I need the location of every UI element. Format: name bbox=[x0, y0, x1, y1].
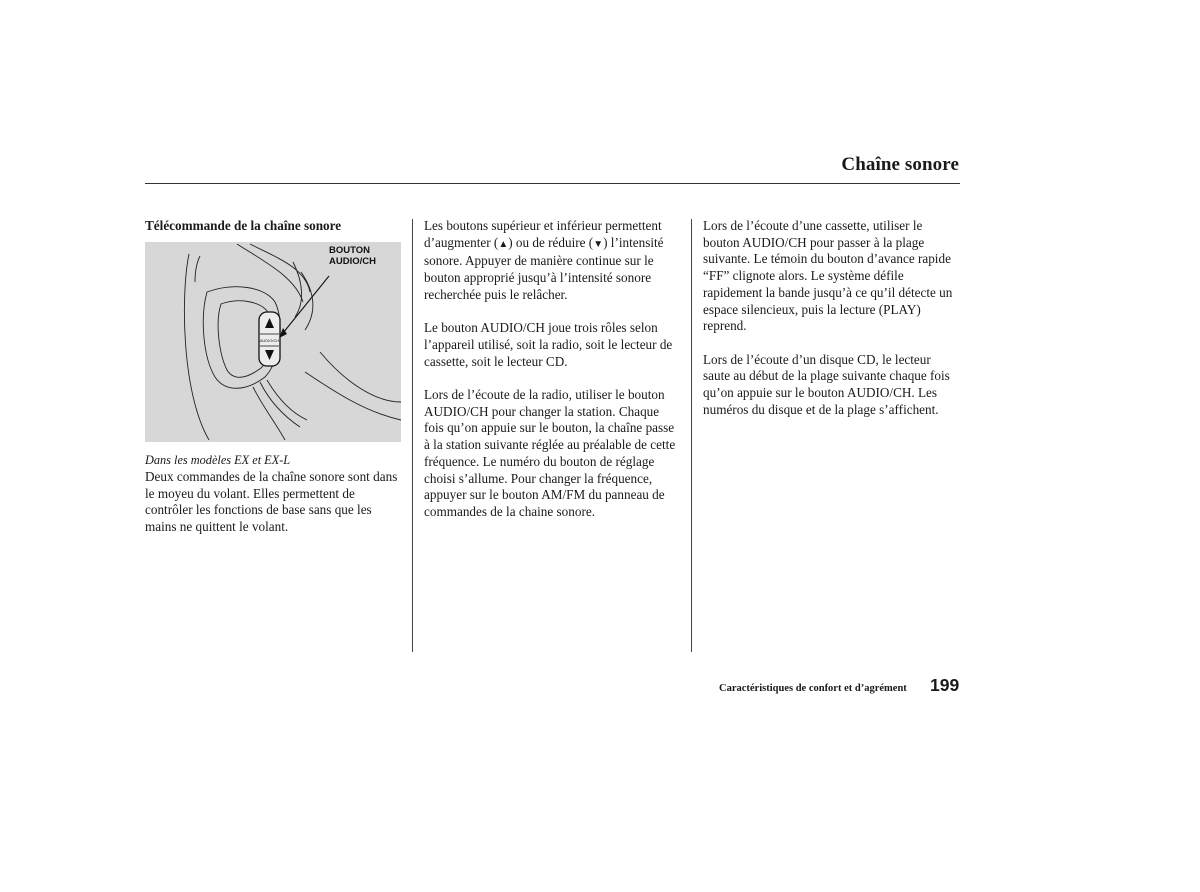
title-rule bbox=[145, 183, 960, 184]
volume-text-2: ) ou de réduire ( bbox=[508, 234, 594, 250]
page-title: Chaîne sonore bbox=[841, 154, 959, 175]
right-column bbox=[703, 218, 958, 435]
cassette-paragraph: Lors de l’écoute d’une cassette, utiliser le bouton AUDIO/CH pour passer à la plage suivante. Le témoin du bouton d’avance rapide “FF” clignote alors. Le système défile rapidement la bande jusqu’à ce qu’il détecte un espace silencieux, puis la lecture (PLAY) reprend. bbox=[703, 218, 953, 334]
volume-paragraph bbox=[424, 218, 682, 304]
left-paragraph: Deux commandes de la chaîne sonore sont dans le moyeu du volant. Elles permettent de contrôler les fonctions de base sans que les mains ne quittent le volant. bbox=[145, 469, 398, 535]
steering-wheel-illustration bbox=[145, 242, 401, 442]
volume-text-1: Les boutons supérieur et inférieur permettent d’augmenter ( bbox=[424, 218, 662, 250]
radio-paragraph: Lors de l’écoute de la radio, utiliser le bouton AUDIO/CH pour changer la station. Chaque fois qu’on appuie sur le bouton, la chaîne passe à la station suivante réglée au préalable de cette fréquence. Le numéro du bouton de réglage choisi s’allume. Pour changer la fréquence, appuyer sur le bouton AM/FM du panneau de commandes de la chaine sonore. bbox=[424, 387, 676, 519]
section-heading: Télécommande de la chaîne sonore bbox=[145, 218, 342, 233]
page-number: 199 bbox=[930, 675, 960, 695]
down-arrow-icon: ▼ bbox=[593, 238, 604, 250]
middle-column bbox=[424, 218, 682, 537]
column-divider-1 bbox=[412, 219, 413, 652]
steering-wheel-drawing bbox=[145, 242, 401, 442]
volume-text-3: ) l’intensité sonore. Appuyer de manière continue sur le bouton approprié jusqu’à l’intensité sonore recherchée puis le relâcher. bbox=[424, 234, 664, 302]
column-divider-2 bbox=[691, 219, 692, 652]
callout-line-2: AUDIO/CH bbox=[329, 255, 376, 267]
footer-section-title: Caractéristiques de confort et d’agrément bbox=[719, 683, 907, 694]
callout-label bbox=[329, 246, 376, 267]
cd-paragraph: Lors de l’écoute d’un disque CD, le lecteur saute au début de la plage suivante chaque fois qu’on appuie sur le bouton AUDIO/CH. Les numéros du disque et de la plage s’affichent. bbox=[703, 351, 950, 417]
audio-ch-roles-paragraph: Le bouton AUDIO/CH joue trois rôles selon l’appareil utilisé, soit la radio, soit le lecteur de cassette, soit le lecteur CD. bbox=[424, 320, 673, 369]
figure-caption: Dans les modèles EX et EX-L bbox=[145, 453, 291, 467]
up-arrow-icon: ▲ bbox=[498, 238, 509, 250]
callout-line-1: BOUTON bbox=[329, 245, 370, 256]
switch-label: AUDIO/CH bbox=[259, 338, 280, 343]
